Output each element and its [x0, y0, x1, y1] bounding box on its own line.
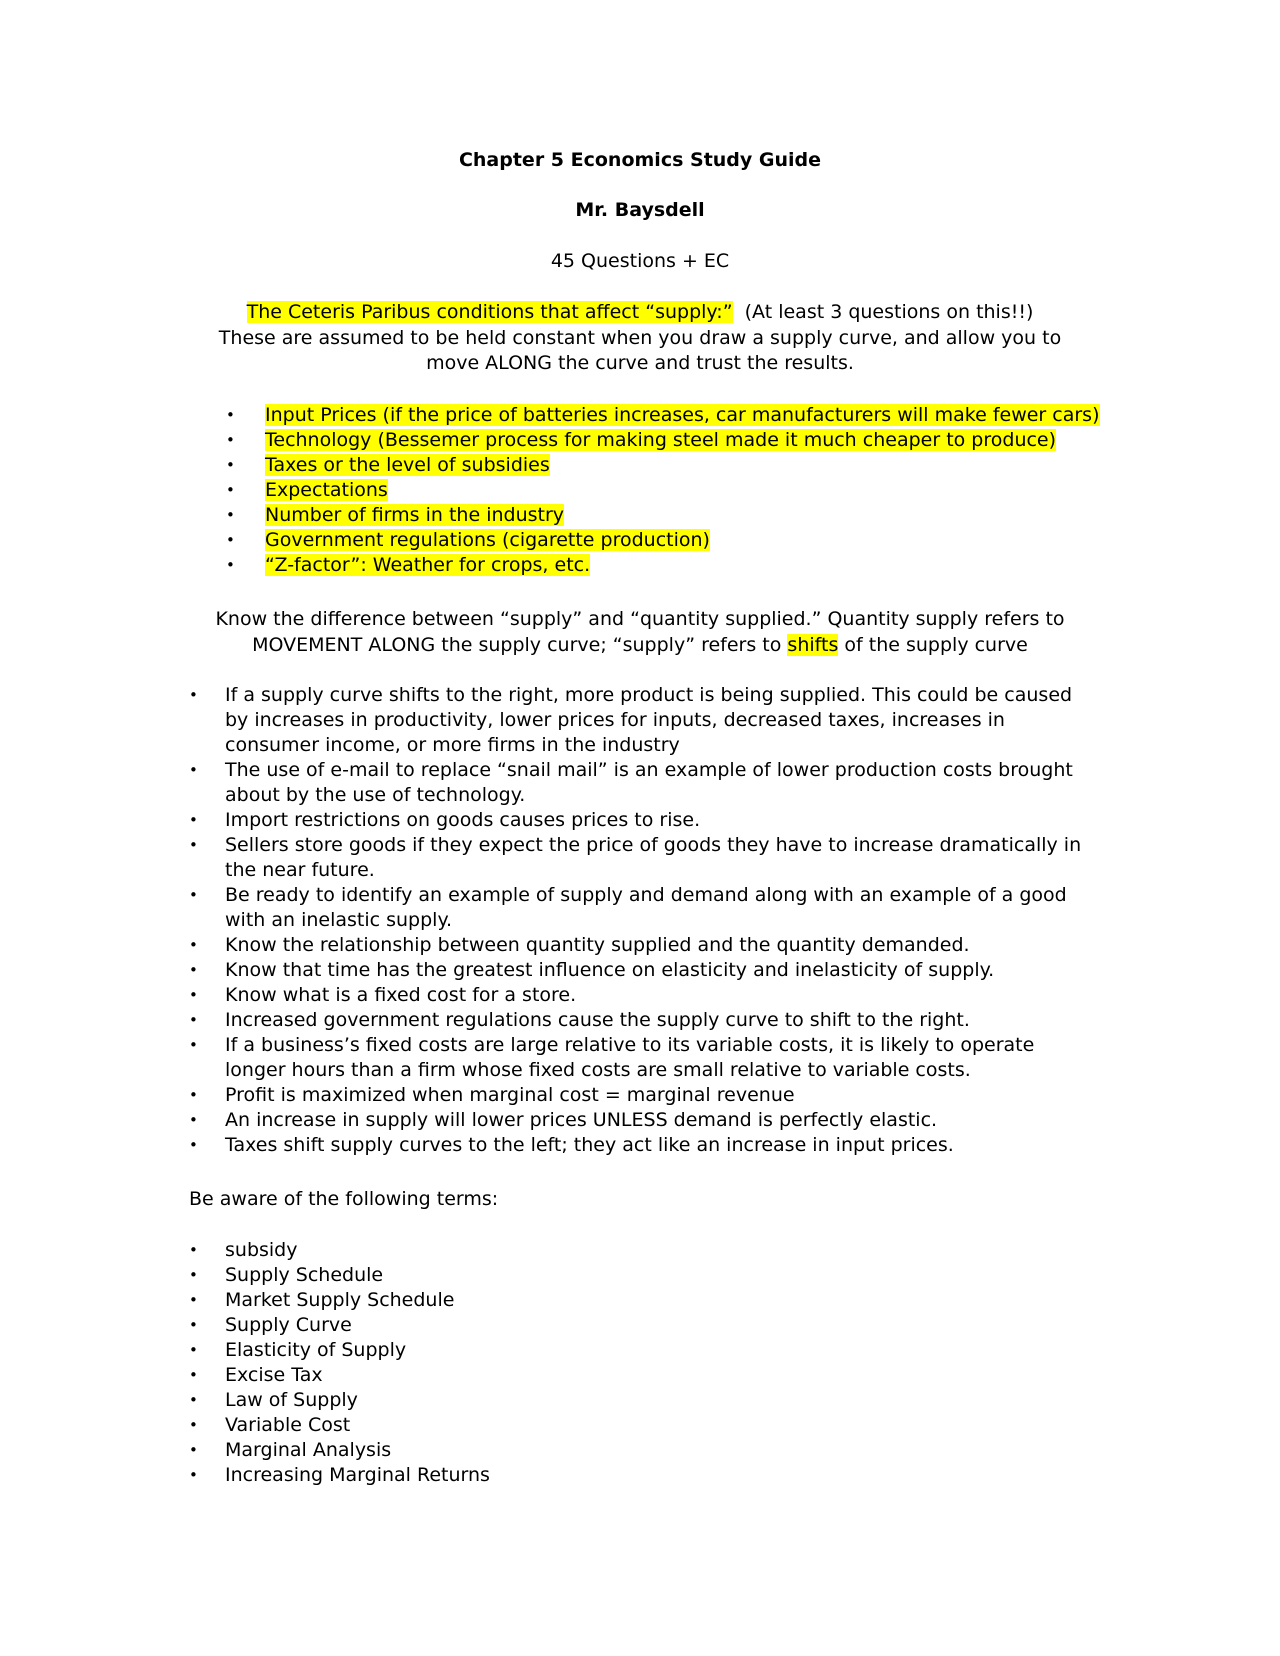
bullet-icon: •	[189, 1136, 198, 1154]
list-item: • Input Prices (if the price of batteries increases, car manufacturers will make fewer cars)	[226, 404, 1100, 426]
bullet-icon: •	[226, 481, 235, 499]
list-item: • If a supply curve shifts to the right, more product is being supplied. This could be caused by increases in productivity, lower prices for inputs, decreased taxes, increases in consumer income, or more firms in the industry	[189, 684, 1073, 756]
ceteris-paribus-section	[190, 300, 1090, 377]
bullet-icon: •	[189, 1316, 198, 1334]
list-item: • Sellers store goods if they expect the price of goods they have to increase dramatically in the near future.	[189, 834, 1082, 881]
list-item: • If a business’s fixed costs are large relative to its variable costs, it is likely to operate longer hours than a firm whose fixed costs are small relative to variable costs.	[189, 1034, 1035, 1081]
list-item: • Know what is a fixed cost for a store.	[189, 984, 577, 1006]
bullet-icon: •	[189, 811, 198, 829]
bullet-icon: •	[189, 986, 198, 1004]
bullet-icon: •	[189, 1011, 198, 1029]
list-item: • Taxes or the level of subsidies	[226, 454, 550, 476]
list-item: • Supply Curve	[189, 1314, 352, 1336]
bullet-icon: •	[189, 1086, 198, 1104]
bullet-icon: •	[189, 1036, 198, 1054]
bullet-icon: •	[189, 1391, 198, 1409]
bullet-icon: •	[226, 431, 235, 449]
shifts-highlight: shifts	[787, 633, 839, 656]
ceteris-explanation: These are assumed to be held constant when you draw a supply curve, and allow you to move ALONG the curve and trust the results.	[218, 326, 1062, 374]
page-title: Chapter 5 Economics Study Guide	[458, 149, 822, 171]
list-item: • Supply Schedule	[189, 1264, 384, 1286]
bullet-icon: •	[226, 456, 235, 474]
list-item: • Elasticity of Supply	[189, 1339, 407, 1361]
ceteris-heading: The Ceteris Paribus conditions that affect “supply:”	[246, 301, 733, 323]
terms-heading: Be aware of the following terms:	[189, 1188, 499, 1210]
author-name: Mr. Baysdell	[575, 199, 705, 221]
bullet-icon: •	[226, 406, 235, 424]
bullet-icon: •	[189, 936, 198, 954]
list-item: • The use of e-mail to replace “snail mail” is an example of lower production costs brought about by the use of technology.	[189, 759, 1073, 806]
terms-list	[189, 1238, 789, 1488]
bullet-icon: •	[226, 506, 235, 524]
bullet-icon: •	[189, 1241, 198, 1259]
bullet-icon: •	[189, 686, 198, 704]
bullet-icon: •	[189, 1291, 198, 1309]
list-item: • Import restrictions on goods causes prices to rise.	[189, 809, 701, 831]
bullet-icon: •	[189, 1111, 198, 1129]
list-item: • Know that time has the greatest influence on elasticity and inelasticity of supply.	[189, 959, 995, 981]
list-item: • Taxes shift supply curves to the left; they act like an increase in input prices.	[189, 1134, 954, 1156]
list-item: • Technology (Bessemer process for making steel made it much cheaper to produce)	[226, 429, 1057, 451]
bullet-icon: •	[189, 886, 198, 904]
bullet-icon: •	[189, 1366, 198, 1384]
list-item: • Increased government regulations cause the supply curve to shift to the right.	[189, 1009, 970, 1031]
list-item: • Profit is maximized when marginal cost = marginal revenue	[189, 1084, 795, 1106]
list-item: • Excise Tax	[189, 1364, 323, 1386]
bullet-icon: •	[226, 531, 235, 549]
list-item: • Number of firms in the industry	[226, 504, 565, 526]
bullet-icon: •	[189, 1416, 198, 1434]
bullet-icon: •	[189, 1341, 198, 1359]
key-facts-list	[189, 683, 1089, 1158]
ceteris-note: (At least 3 questions on this!!)	[744, 301, 1034, 323]
list-item: • Know the relationship between quantity supplied and the quantity demanded.	[189, 934, 970, 956]
list-item: • “Z-factor”: Weather for crops, etc.	[226, 554, 591, 576]
bullet-icon: •	[189, 961, 198, 979]
list-item: • Marginal Analysis	[189, 1439, 392, 1461]
question-count: 45 Questions + EC	[550, 250, 730, 272]
bullet-icon: •	[189, 761, 198, 779]
list-item: • Government regulations (cigarette production)	[226, 529, 710, 551]
bullet-icon: •	[189, 1441, 198, 1459]
bullet-icon: •	[189, 1466, 198, 1484]
list-item: • An increase in supply will lower prices UNLESS demand is perfectly elastic.	[189, 1109, 938, 1131]
list-item: • Increasing Marginal Returns	[189, 1464, 490, 1486]
list-item: • Variable Cost	[189, 1414, 351, 1436]
list-item: • Expectations	[226, 479, 388, 501]
ceteris-conditions-list	[226, 403, 1126, 578]
supply-vs-quantity-note: Know the difference between “supply” and “quantity supplied.” Quantity supply refers to MOVEMENT ALONG the supply curve; “supply” refers to shifts of the supply curve	[215, 608, 1065, 656]
list-item: • Market Supply Schedule	[189, 1289, 455, 1311]
bullet-icon: •	[189, 836, 198, 854]
bullet-icon: •	[189, 1266, 198, 1284]
list-item: • Be ready to identify an example of supply and demand along with an example of a good with an inelastic supply.	[189, 884, 1067, 931]
bullet-icon: •	[226, 556, 235, 574]
list-item: • subsidy	[189, 1239, 298, 1261]
list-item: • Law of Supply	[189, 1389, 358, 1411]
